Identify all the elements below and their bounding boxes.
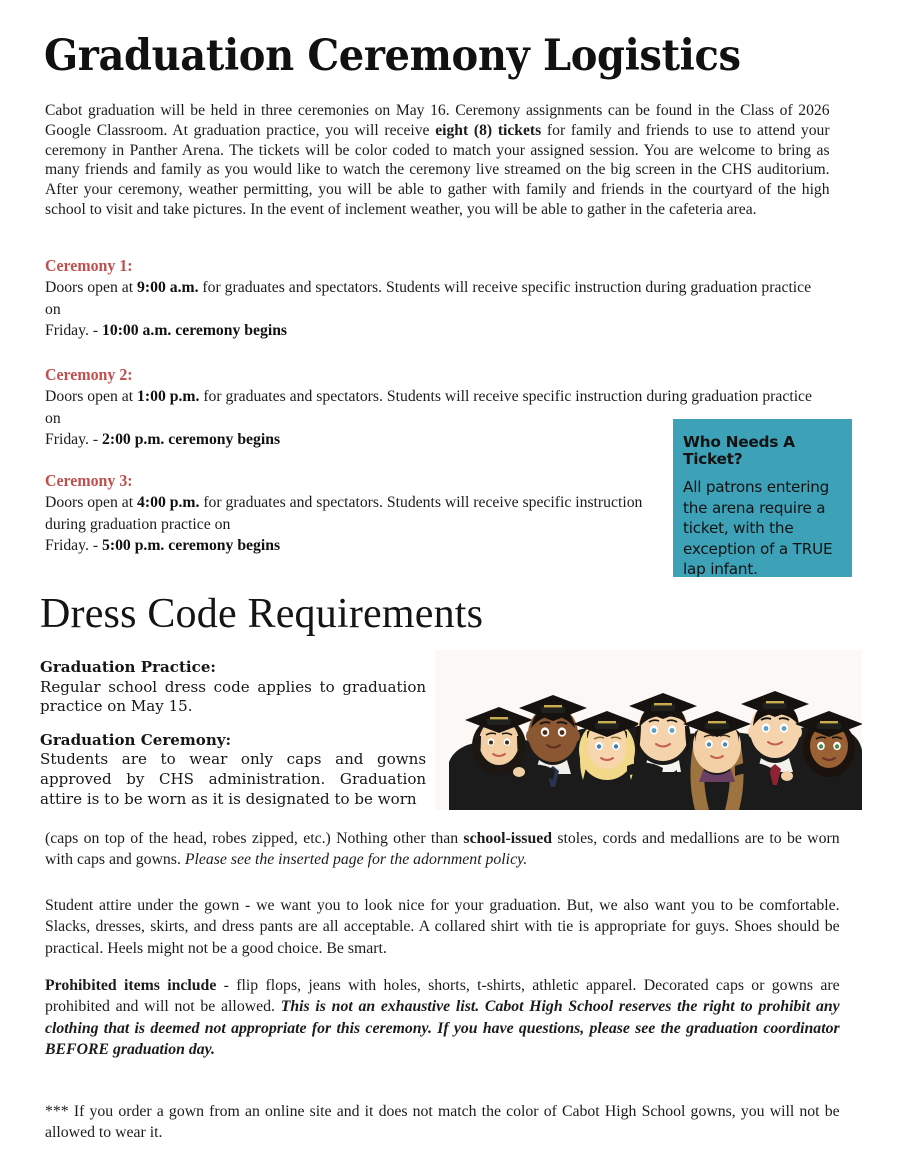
ceremony-3-begins xyxy=(45,535,651,557)
ceremony-1-begins-pre: Friday. - xyxy=(45,321,102,339)
column-spacer xyxy=(40,717,426,731)
ceremony-2-doors-time: 1:00 p.m. xyxy=(137,387,200,405)
graduation-practice-text: Regular school dress code applies to graduation practice on May 15. xyxy=(40,677,427,716)
prohibited-items-emphasis: This is not an exhaustive list. Cabot High School reserves the right to prohibit any clothing that is deemed not appropriate for this ceremony. If you have questions, please see the graduation coordinator BEFORE graduation day. xyxy=(45,997,840,1058)
prohibited-items-lead: Prohibited items include xyxy=(45,976,217,994)
prohibited-items-text: - flip flops, jeans with holes, shorts, t-shirts, athletic apparel. Decorated caps or gowns are prohibited and will not be allowed. xyxy=(45,976,840,1016)
graduates-group-illustration xyxy=(435,650,862,810)
ceremony-1-label: Ceremony 1: xyxy=(45,256,133,275)
intro-paragraph xyxy=(45,101,830,220)
ceremony-block-1 xyxy=(45,255,821,342)
ticket-callout-body: All patrons entering the arena require a ticket, with the exception of a TRUE lap infant. xyxy=(683,478,833,578)
ceremony-3-doors xyxy=(45,492,651,535)
graduation-ceremony-label: Graduation Ceremony: xyxy=(40,730,232,749)
ticket-callout-title: Who Needs A Ticket? xyxy=(683,433,795,468)
ceremony-1-doors xyxy=(45,277,821,320)
ceremony-2-begins-pre: Friday. - xyxy=(45,430,102,448)
page-title: Graduation Ceremony Logistics xyxy=(44,31,741,81)
prohibited-items-paragraph xyxy=(45,975,840,1060)
ceremony-2-begins-bold: 2:00 p.m. ceremony begins xyxy=(101,430,281,448)
graduation-practice-label: Graduation Practice: xyxy=(40,658,216,676)
ticket-callout-box xyxy=(673,419,852,577)
ceremony-3-begins-bold: 5:00 p.m. ceremony begins xyxy=(101,536,281,554)
ceremony-3-doors-pre: Doors open at xyxy=(45,493,138,511)
ceremony-3-label: Ceremony 3: xyxy=(45,471,133,490)
ceremony-2-label: Ceremony 2: xyxy=(45,365,133,384)
adornment-pre: (caps on top of the head, robes zipped, etc.) Nothing other than xyxy=(45,829,464,847)
ceremony-1-begins xyxy=(45,320,821,342)
intro-tickets-bold: eight (8) tickets xyxy=(435,120,542,139)
ceremony-1-doors-time: 9:00 a.m. xyxy=(137,278,199,296)
ceremony-3-doors-time: 4:00 p.m. xyxy=(137,493,200,511)
online-gown-note: *** If you order a gown from an online site and it does not match the color of Cabot High School gowns, you will not be allowed to wear it. xyxy=(45,1102,840,1142)
ceremony-1-begins-bold: 10:00 a.m. ceremony begins xyxy=(101,321,288,339)
ceremony-1-doors-pre: Doors open at xyxy=(45,278,138,296)
ceremony-block-3 xyxy=(45,470,651,557)
student-attire-paragraph: Student attire under the gown - we want you to look nice for your graduation. But, we also want you to be comfortable. Slacks, dresses, skirts, and dress pants are all acceptable. A collared shirt with tie is appropriate for guys. Shoes should be practical. Heels might not be a good choice. Be smart. xyxy=(45,896,840,957)
dress-code-column xyxy=(40,658,426,809)
intro-text-part2: for family and friends to use to attend your ceremony in Panther Arena. The tickets will be color coded to match your assigned session. You are welcome to bring as many friends and family as you would like to watch the ceremony live streamed on the big screen in the CHS auditorium. After your ceremony, weather permitting, you will be able to gather with family and friends in the courtyard of the high school to visit and take pictures. In the event of inclement weather, you will be able to gather in the cafeteria area. xyxy=(45,120,830,218)
graduation-ceremony-text: Students are to wear only caps and gowns approved by CHS administration. Graduation attire is to be worn as it is designated to be worn xyxy=(40,750,427,808)
school-issued-bold: school-issued xyxy=(463,829,553,847)
intro-text-part1: Cabot graduation will be held in three ceremonies on May 16. Ceremony assignments can be found in the Class of 2026 Google Classroom. At graduation practice, you will receive xyxy=(45,101,830,139)
adornment-paragraph xyxy=(45,828,840,871)
adornment-mid: stoles, cords and medallions are to be worn with caps and gowns. xyxy=(45,829,840,869)
ceremony-3-begins-pre: Friday. - xyxy=(45,536,102,554)
ceremony-1-doors-post: for graduates and spectators. Students will receive specific instruction during graduation practice on xyxy=(45,278,812,318)
ceremony-2-doors-post: for graduates and spectators. Students will receive specific instruction during graduation practice on xyxy=(45,387,813,427)
adornment-policy-italic: Please see the inserted page for the adornment policy. xyxy=(184,850,528,869)
ceremony-3-doors-post: for graduates and spectators. Students will receive specific instruction during graduation practice on xyxy=(45,493,643,533)
ceremony-2-doors-pre: Doors open at xyxy=(45,387,138,405)
dress-code-heading: Dress Code Requirements xyxy=(40,591,484,637)
